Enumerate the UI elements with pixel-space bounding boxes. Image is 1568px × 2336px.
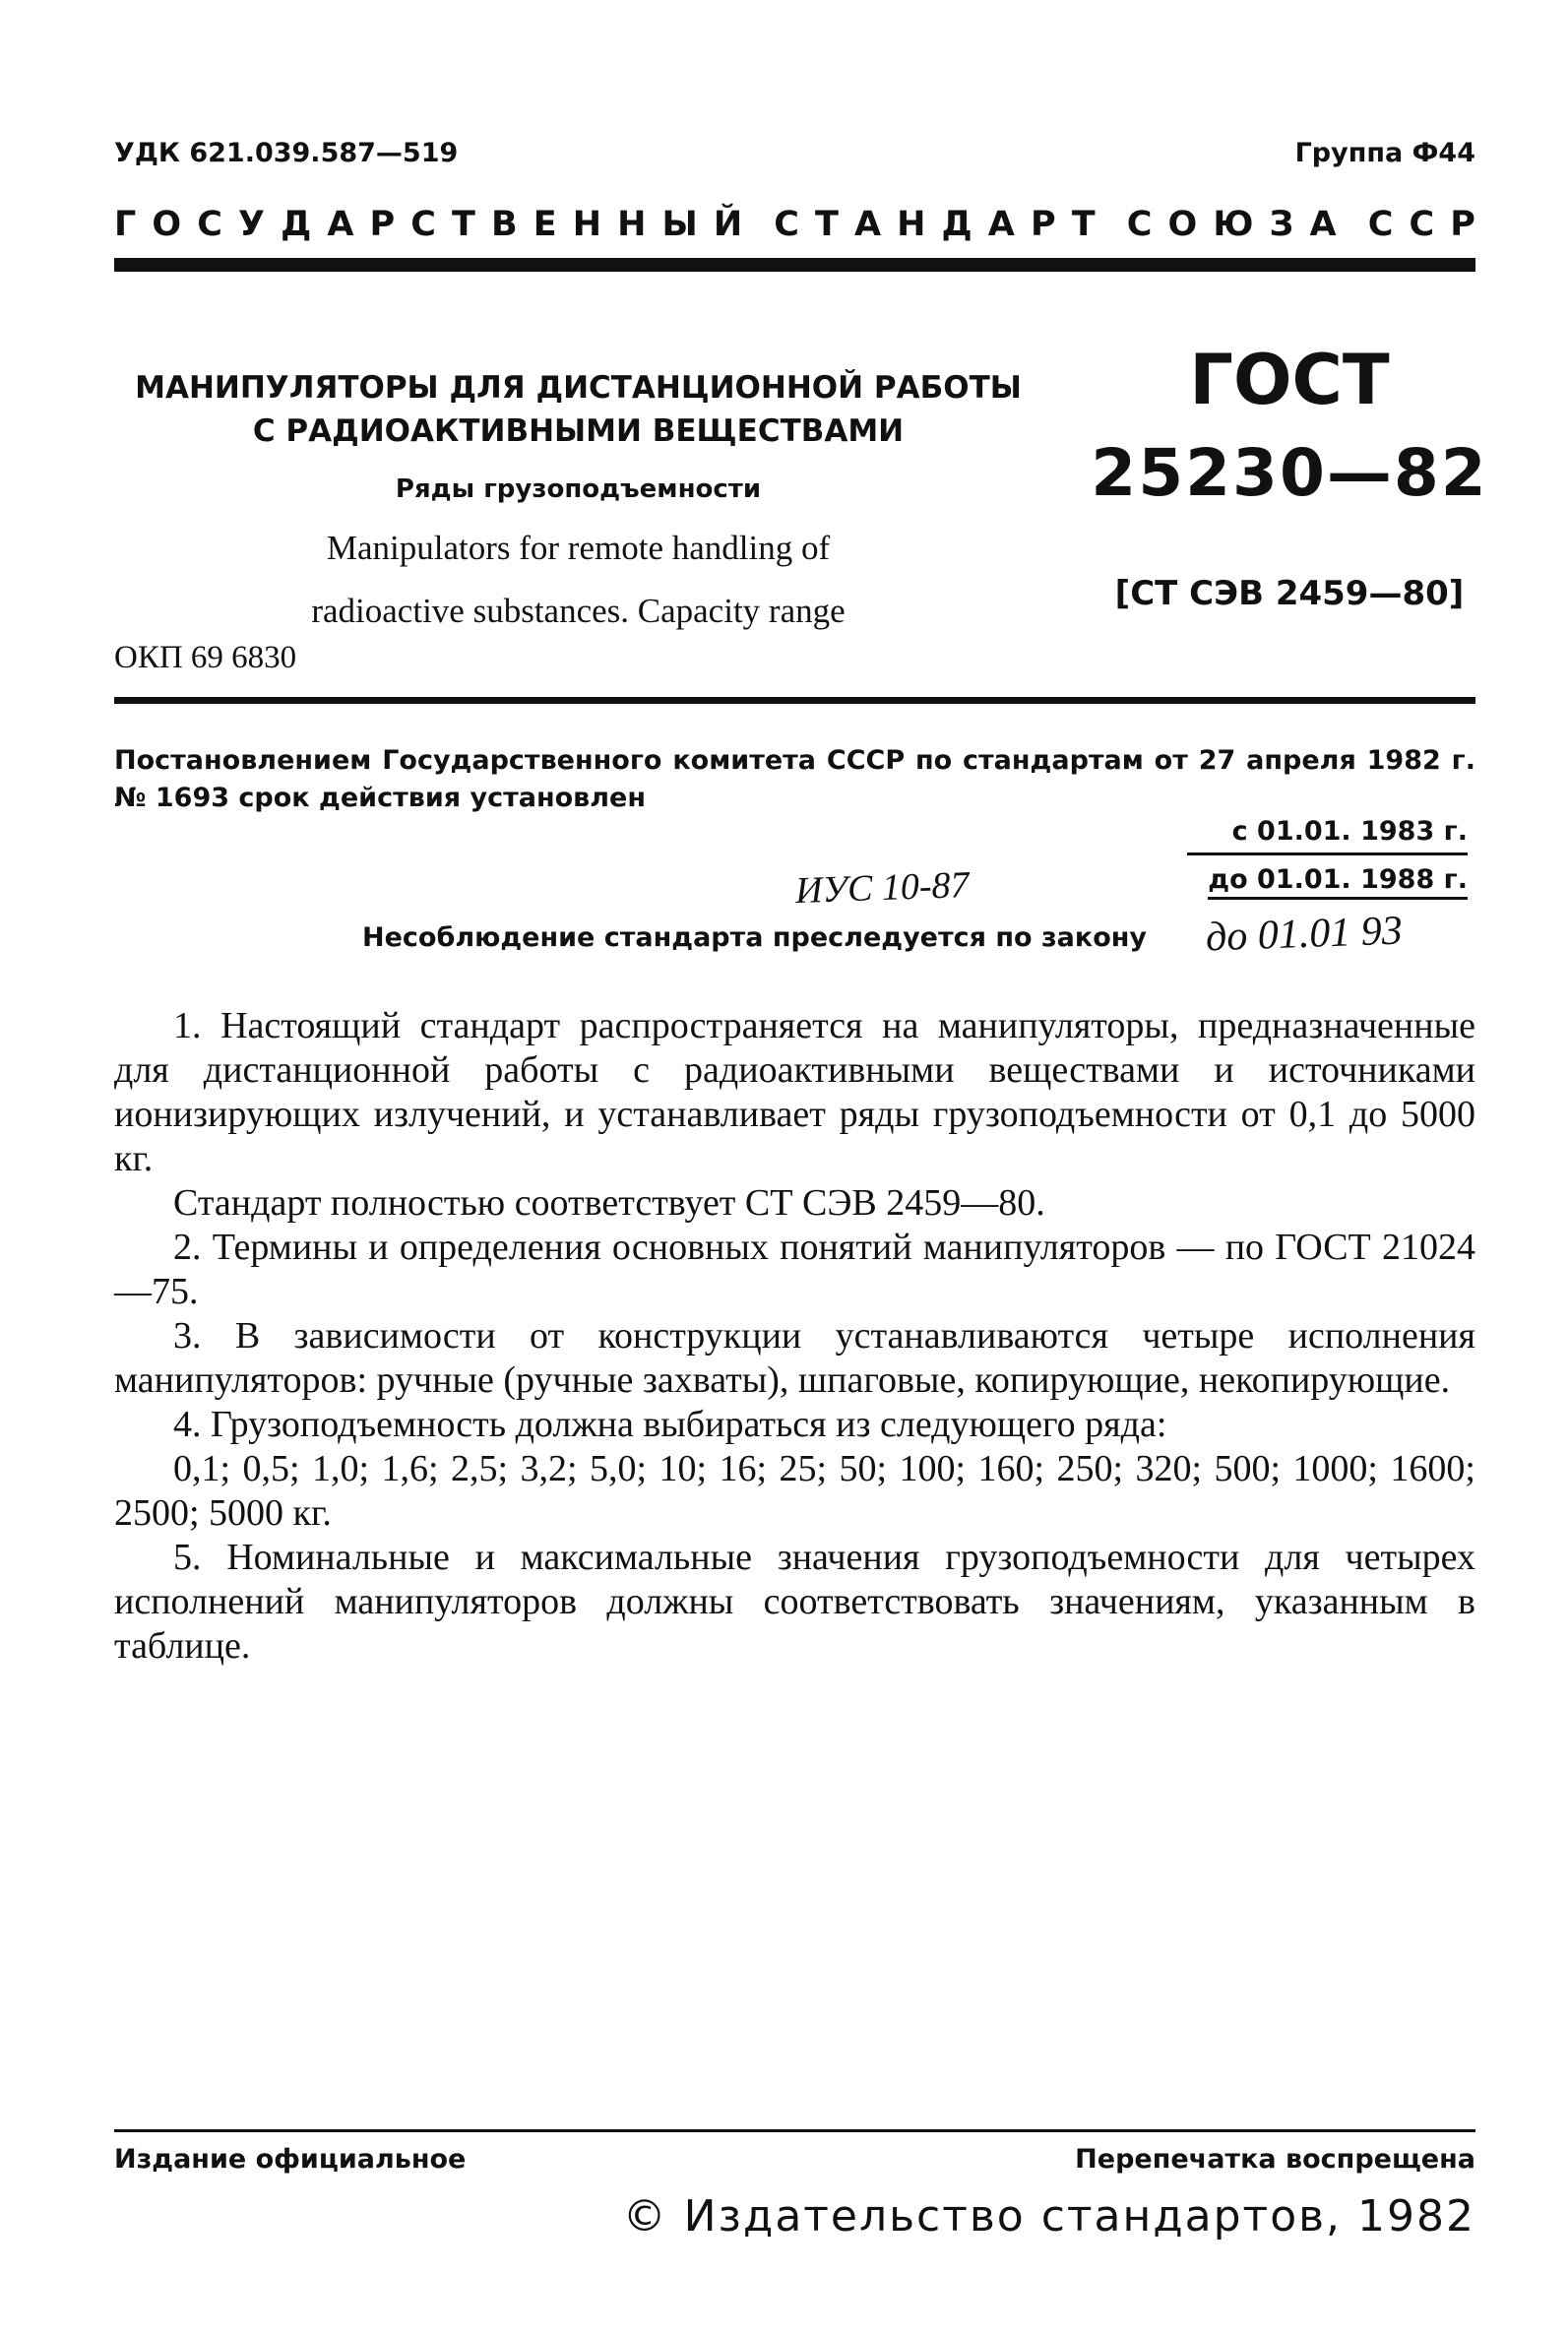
effective-date-to: до 01.01. 1988 г. bbox=[1208, 864, 1468, 900]
banner-letter: Д bbox=[281, 205, 312, 244]
banner-letter: А bbox=[1309, 205, 1337, 244]
paragraph: 2. Термины и определения основных понятий манипуляторов — по ГОСТ 21024—75. bbox=[114, 1227, 1475, 1312]
paragraph: 1. Настоящий стандарт распространяется на манипуляторы, предназначенные для дистанционной работы с радиоактивными веществами и источниками ионизирующих излучений, и устанавливает ряды грузоподъемности от 0,1 до 5000 кг. bbox=[114, 1005, 1475, 1179]
banner-letter: Д bbox=[941, 205, 972, 244]
group-code: Группа Ф44 bbox=[1294, 138, 1475, 168]
english-title-line-2: radioactive substances. Capacity range bbox=[311, 592, 846, 630]
okp-code: ОКП 69 6830 bbox=[114, 640, 297, 675]
handwritten-note: ИУС 10-87 bbox=[794, 863, 971, 913]
gost-number: 25230—82 bbox=[1091, 435, 1488, 511]
banner-letter: Р bbox=[1030, 205, 1056, 244]
subtitle: Ряды грузоподъемности bbox=[395, 474, 762, 504]
paragraph: 4. Грузоподъемность должна выбираться из следующего ряда: bbox=[173, 1404, 1167, 1445]
section-rule bbox=[114, 697, 1475, 704]
banner-letter: А bbox=[987, 205, 1015, 244]
banner-letter: У bbox=[238, 205, 265, 244]
banner-letter: Н bbox=[572, 205, 602, 244]
decree-text: Постановлением Государственного комитета СССР по стандартам от 27 апреля 1982 г. № 1693 срок действия установлен bbox=[114, 745, 1475, 813]
banner-letter: Н bbox=[617, 205, 647, 244]
gost-label: ГОСТ bbox=[1189, 340, 1390, 420]
banner-letter: С bbox=[1409, 205, 1435, 244]
paragraph: 0,1; 0,5; 1,0; 1,6; 2,5; 3,2; 5,0; 10; 16; 25; 50; 100; 160; 250; 320; 500; 1000; 1600; 2500; 5000 кг. bbox=[114, 1448, 1475, 1534]
banner-letter: Г bbox=[114, 205, 137, 244]
title-line-1: МАНИПУЛЯТОРЫ ДЛЯ ДИСТАНЦИОННОЙ РАБОТЫ bbox=[135, 370, 1022, 406]
body-text bbox=[114, 1004, 1475, 1669]
banner-letter: Р bbox=[369, 205, 396, 244]
banner-letter: А bbox=[853, 205, 882, 244]
banner-letter: Н bbox=[897, 205, 926, 244]
header-rule bbox=[114, 258, 1475, 272]
banner-letter: Е bbox=[533, 205, 557, 244]
handwritten-extension: до 01.01 93 bbox=[1205, 908, 1404, 961]
penalty-notice: Несоблюдение стандарта преследуется по закону bbox=[362, 922, 1148, 953]
banner-letter: С bbox=[1126, 205, 1153, 244]
banner-letter: С bbox=[410, 205, 436, 244]
banner-letter: Т bbox=[452, 205, 475, 244]
banner-letter: Й bbox=[713, 205, 743, 244]
title-block bbox=[128, 366, 1029, 630]
banner-letter: О bbox=[1167, 205, 1198, 244]
banner-letter: Т bbox=[1071, 205, 1096, 244]
banner-letter: О bbox=[152, 205, 182, 244]
publisher-copyright: © Издательство стандартов, 1982 bbox=[622, 2191, 1475, 2241]
paragraph: Стандарт полностью соответствует СТ СЭВ 2459—80. bbox=[173, 1182, 1045, 1224]
udk-code: УДК 621.039.587—519 bbox=[114, 138, 459, 168]
banner-letter: В bbox=[490, 205, 518, 244]
banner-letter: Т bbox=[815, 205, 839, 244]
english-title-line-1: Manipulators for remote handling of bbox=[326, 529, 831, 567]
cmea-reference: [СТ СЭВ 2459—80] bbox=[1114, 574, 1465, 613]
banner-letter: А bbox=[327, 205, 354, 244]
paragraph: 3. В зависимости от конструкции устанавливаются четыре исполнения манипуляторов: ручные (ручные захваты), шпаговые, копирующие, некопирующие. bbox=[114, 1315, 1475, 1401]
state-standard-banner bbox=[114, 205, 1475, 244]
date-underline bbox=[1187, 852, 1468, 855]
footer-rule bbox=[114, 2129, 1475, 2132]
banner-letter: Р bbox=[1450, 205, 1475, 244]
paragraph: 5. Номинальные и максимальные значения грузоподъемности для четырех исполнений манипуляторов должны соответствовать значениям, указанным в таблице. bbox=[114, 1537, 1475, 1667]
banner-letter: С bbox=[774, 205, 799, 244]
banner-letter: С bbox=[1367, 205, 1394, 244]
effective-date-from: с 01.01. 1983 г. bbox=[1231, 816, 1468, 847]
banner-letter: З bbox=[1269, 205, 1294, 244]
reprint-prohibited: Перепечатка воспрещена bbox=[1075, 2144, 1475, 2175]
banner-letter: С bbox=[197, 205, 222, 244]
title-line-2: С РАДИОАКТИВНЫМИ ВЕЩЕСТВАМИ bbox=[252, 413, 905, 449]
banner-letter: Ы bbox=[661, 205, 698, 244]
banner-letter: Ю bbox=[1213, 205, 1254, 244]
official-edition: Издание официальное bbox=[114, 2144, 467, 2175]
